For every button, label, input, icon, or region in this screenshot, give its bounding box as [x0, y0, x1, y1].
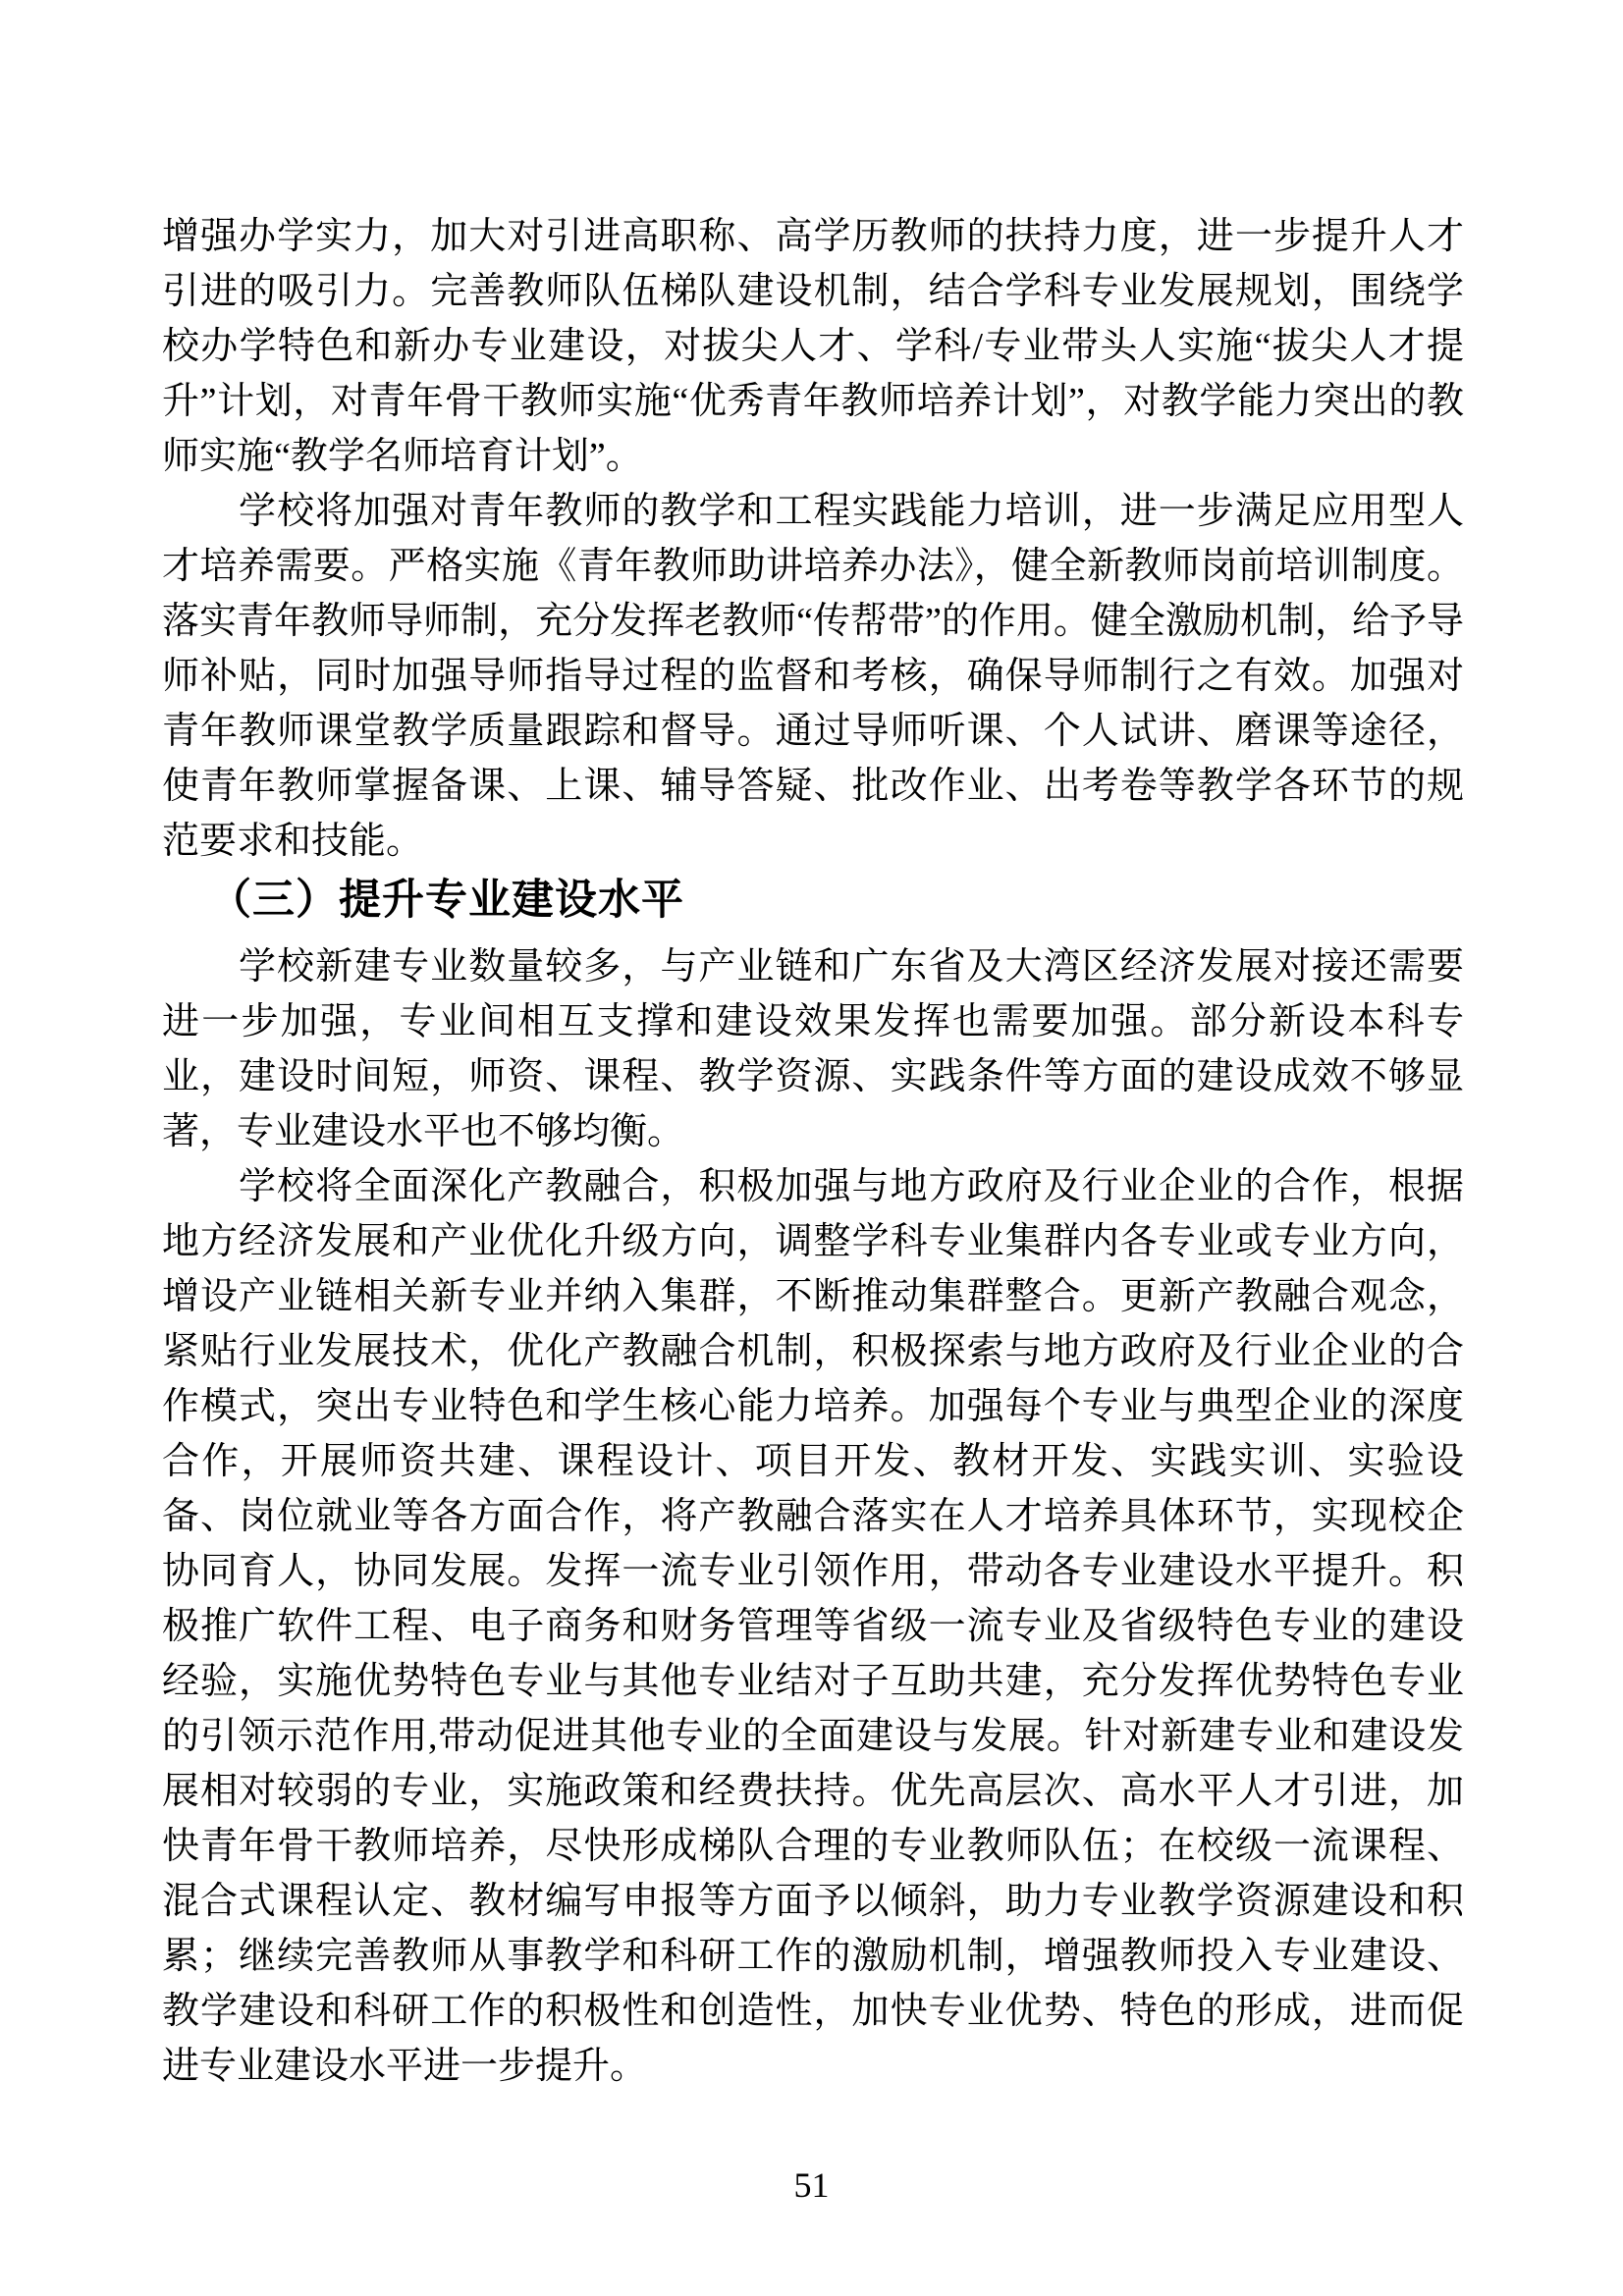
body-paragraph: 增强办学实力，加大对引进高职称、高学历教师的扶持力度，进一步提升人才引进的吸引力。完善教师队伍梯队建设机制，结合学科专业发展规划，围绕学校办学特色和新办专业建设，对拔尖人才、学科/专业带头人实施“拔尖人才提升”计划，对青年骨干教师实施“优秀青年教师培养计划”，对教学能力突出的教师实施“教学名师培育计划”。 [162, 216, 1464, 477]
body-paragraph: 学校新建专业数量较多，与产业链和广东省及大湾区经济发展对接还需要进一步加强，专业间相互支撑和建设效果发挥也需要加强。部分新设本科专业，建设时间短，师资、课程、教学资源、实践条件等方面的建设成效不够显著，专业建设水平也不够均衡。 [162, 946, 1464, 1152]
section-heading: （三）提升专业建设水平 [209, 877, 684, 924]
page-number: 51 [793, 2165, 830, 2205]
body-paragraph: 学校将加强对青年教师的教学和工程实践能力培训，进一步满足应用型人才培养需要。严格实施《青年教师助讲培养办法》，健全新教师岗前培训制度。落实青年教师导师制，充分发挥老教师“传帮带”的作用。健全激励机制，给予导师补贴，同时加强导师指导过程的监督和考核，确保导师制行之有效。加强对青年教师课堂教学质量跟踪和督导。通过导师听课、个人试讲、磨课等途径，使青年教师掌握备课、上课、辅导答疑、批改作业、出考卷等教学各环节的规范要求和技能。 [162, 491, 1464, 862]
body-paragraph: 学校将全面深化产教融合，积极加强与地方政府及行业企业的合作，根据地方经济发展和产业优化升级方向，调整学科专业集群内各专业或专业方向，增设产业链相关新专业并纳入集群，不断推动集群整合。更新产教融合观念，紧贴行业发展技术，优化产教融合机制，积极探索与地方政府及行业企业的合作模式，突出专业特色和学生核心能力培养。加强每个专业与典型企业的深度合作，开展师资共建、课程设计、项目开发、教材开发、实践实训、实验设备、岗位就业等各方面合作，将产教融合落实在人才培养具体环节，实现校企协同育人，协同发展。发挥一流专业引领作用，带动各专业建设水平提升。积极推广软件工程、电子商务和财务管理等省级一流专业及省级特色专业的建设经验，实施优势特色专业与其他专业结对子互助共建，充分发挥优势特色专业的引领示范作用,带动促进其他专业的全面建设与发展。针对新建专业和建设发展相对较弱的专业，实施政策和经费扶持。优先高层次、高水平人才引进，加快青年骨干教师培养，尽快形成梯队合理的专业教师队伍；在校级一流课程、混合式课程认定、教材编写申报等方面予以倾斜，助力专业教学资源建设和积累；继续完善教师从事教学和科研工作的激励机制，增强教师投入专业建设、教学建设和科研工作的积极性和创造性，加快专业优势、特色的形成，进而促进专业建设水平进一步提升。 [162, 1166, 1464, 2087]
document-content [162, 209, 1464, 2094]
